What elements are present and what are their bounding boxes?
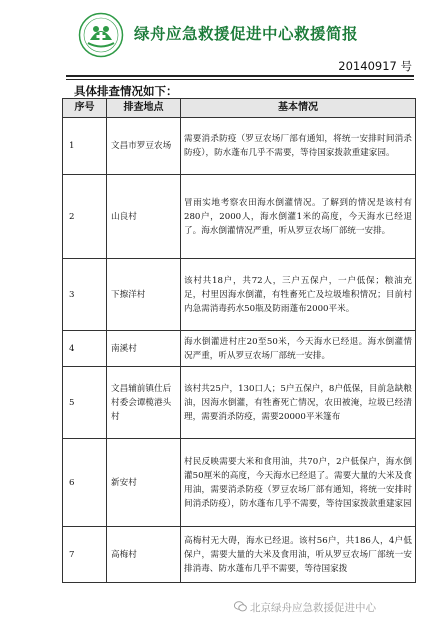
row-number: 2: [63, 175, 107, 259]
row-location: 下擦洋村: [107, 259, 181, 331]
row-number: 7: [63, 527, 107, 583]
header-divider-thin: [66, 79, 414, 80]
row-situation: 冒雨实地考察农田海水倒灌情况。了解到的情况是该村有280户，2000人，海水倒灌1米的高度，今天海水已经退了。海水倒灌情况严重，听从罗豆农场厂部统一安排。: [181, 175, 416, 259]
row-number: 5: [63, 367, 107, 439]
table-row: [63, 527, 416, 583]
row-location: 文昌辅前镇仕后村委会谭榄港头村: [107, 367, 181, 439]
row-number: 1: [63, 118, 107, 175]
column-header-number: 序号: [63, 99, 107, 118]
row-location: 文昌市罗豆农场: [107, 118, 181, 175]
row-location: 山良村: [107, 175, 181, 259]
watermark-text: 北京绿舟应急救援促进中心: [250, 602, 376, 614]
row-number: 3: [63, 259, 107, 331]
table-row: [63, 367, 416, 439]
section-heading: 具体排查情况如下：: [74, 84, 178, 98]
row-number: 6: [63, 439, 107, 527]
organization-logo: [78, 12, 124, 58]
row-number: 4: [63, 331, 107, 367]
column-header-location: 排查地点: [107, 99, 181, 118]
table-header-row: [63, 99, 416, 118]
row-situation: 高梅村无大碍，海水已经退。该村56户，共186人，4户低保户，需要大量的大米及食用油，听从罗豆农场厂部统一安排消毒、防水蓬布几乎不需要，等待国家拨: [181, 527, 416, 583]
row-location: 南溪村: [107, 331, 181, 367]
header-divider: [66, 75, 414, 77]
report-title: 绿舟应急救援促进中心救援简报: [134, 25, 359, 43]
table-row: [63, 118, 416, 175]
table-row: [63, 259, 416, 331]
row-situation: 该村共25户，130口人；5户五保户，8户低保，目前急缺粮油，因海水倒灌，有牲畜死亡情况，农田被淹，垃圾已经清理，需要消杀防疫，需要20000平米篷布: [181, 367, 416, 439]
row-situation: 该村共18户，共72人，三户五保户，一户低保；粮油充足，村里因海水倒灌，有牲畜死亡及垃圾堆积情况；目前村内急需消毒药水50瓶及防雨蓬布2000平米。: [181, 259, 416, 331]
column-header-situation: 基本情况: [181, 99, 416, 118]
table-row: [63, 439, 416, 527]
row-situation: 需要消杀防疫（罗豆农场厂部有通知，将统一安排时间消杀防疫），防水蓬布几乎不需要，等待国家拨款重建家园。: [181, 118, 416, 175]
row-location: 高梅村: [107, 527, 181, 583]
table-row: [63, 175, 416, 259]
row-situation: 海水倒灌进村庄20至50米，今天海水已经退。海水倒灌情况严重，听从罗豆农场厂部统一安排。: [181, 331, 416, 367]
table-row: [63, 331, 416, 367]
report-date: 20140917 号: [338, 59, 412, 73]
inspection-table: [62, 98, 416, 583]
wechat-icon: [234, 601, 247, 612]
row-situation: 村民反映需要大米和食用油，共70户，2户低保户，海水倒灌50厘米的高度，今天海水已经退了。需要大量的大米及食用油，需要消杀防疫（罗豆农场厂部有通知，将统一安排时间消杀防疫），防水蓬布几乎不需要，等待国家拨款重建家园: [181, 439, 416, 527]
row-location: 新安村: [107, 439, 181, 527]
